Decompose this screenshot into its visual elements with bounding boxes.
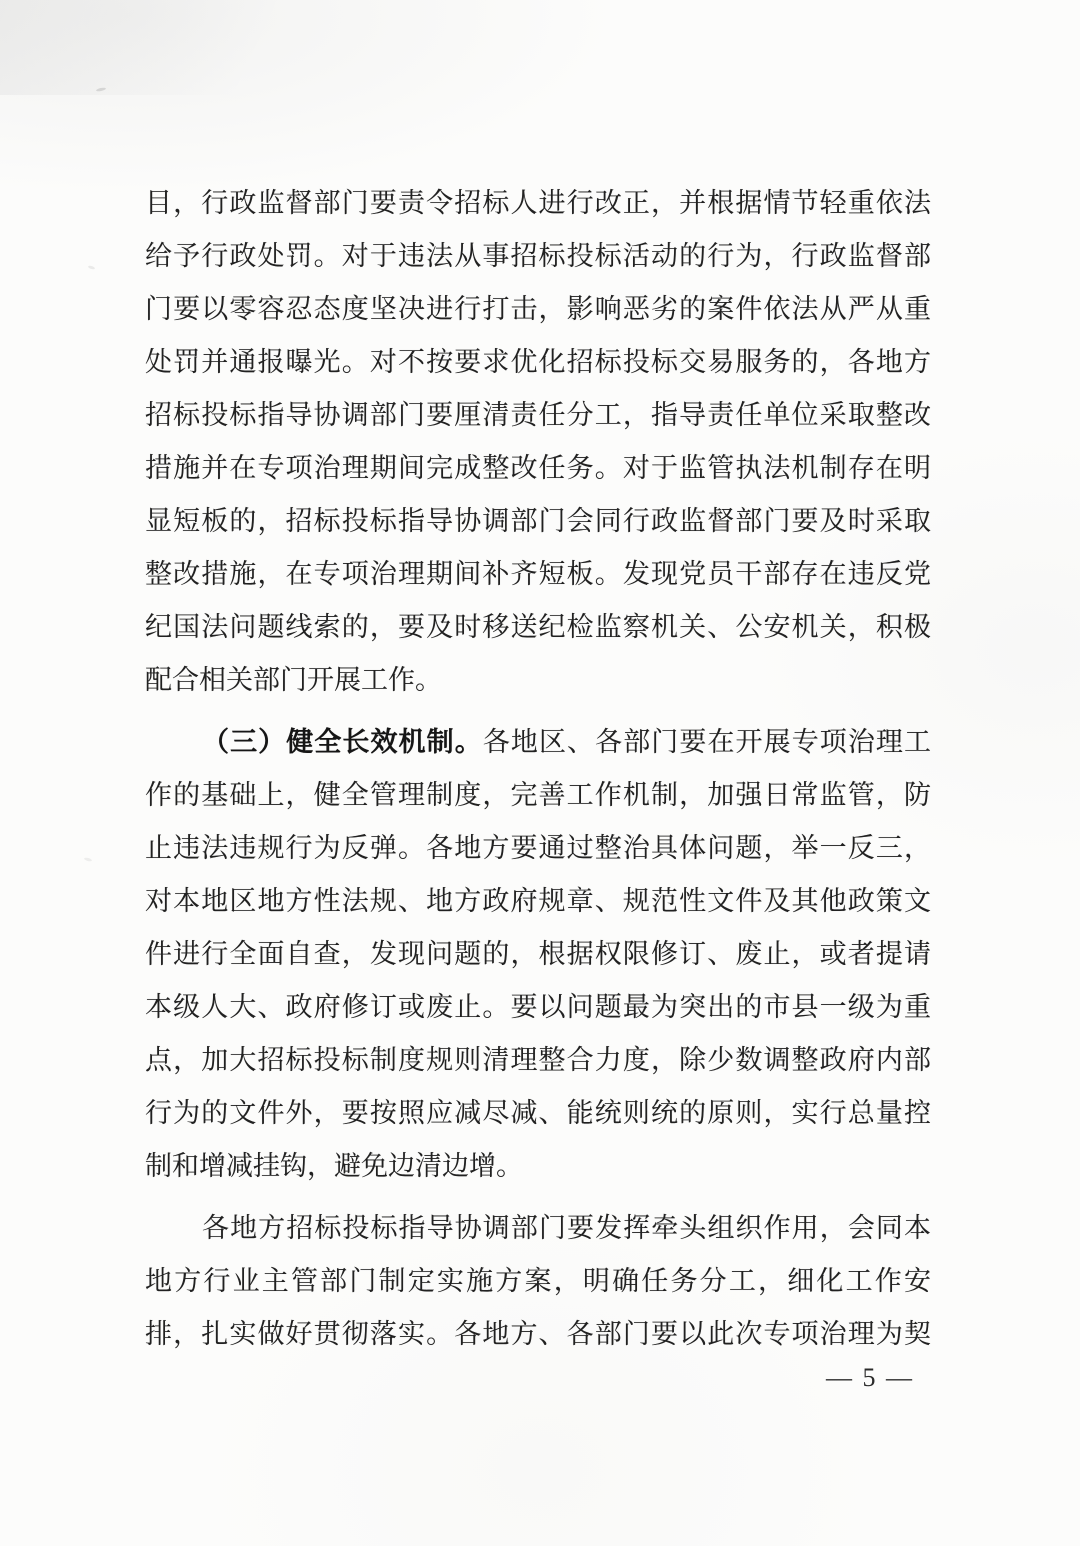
text-line: 本级人大、政府修订或废止。要以问题最为突出的市县一级为重 [145,992,931,1022]
text-line: 整改措施，在专项治理期间补齐短板。发现党员干部存在违反党 [145,559,931,589]
text-line: 地方行业主管部门制定实施方案，明确任务分工，细化工作安 [145,1266,931,1296]
text-line: 各地方招标投标指导协调部门要发挥牵头组织作用，会同本 [202,1213,931,1243]
text-line: 纪国法问题线索的，要及时移送纪检监察机关、公安机关，积极 [145,612,931,642]
text-line: 行为的文件外，要按照应减尽减、能统则统的原则，实行总量控 [145,1098,931,1128]
text-line-continuation: 各地区、各部门要在开展专项治理工 [482,727,932,757]
scan-artifact [88,265,96,270]
text-line: 对本地区地方性法规、地方政府规章、规范性文件及其他政策文 [145,886,931,916]
text-line: 招标投标指导协调部门要厘清责任分工，指导责任单位采取整改 [145,400,931,430]
text-line: 点，加大招标投标制度规则清理整合力度，除少数调整政府内部 [145,1045,931,1075]
text-line: 制和增减挂钩，避免边清边增。 [145,1151,523,1181]
section-heading: （三）健全长效机制。 [202,727,483,757]
text-line: 作的基础上，健全管理制度，完善工作机制，加强日常监管，防 [145,780,931,810]
text-line: 显短板的，招标投标指导协调部门会同行政监督部门要及时采取 [145,506,931,536]
text-line: 配合相关部门开展工作。 [145,665,442,695]
text-line: 门要以零容忍态度坚决进行打击，影响恶劣的案件依法从严从重 [145,294,931,324]
document-body [145,177,931,1361]
scan-shadow [0,0,390,95]
text-line: 给予行政处罚。对于违法从事招标投标活动的行为，行政监督部 [145,241,931,271]
text-line: 件进行全面自查，发现问题的，根据权限修订、废止，或者提请 [145,939,931,969]
page-number: — 5 — [826,1363,914,1392]
scan-artifact [96,87,106,92]
text-line: 目，行政监督部门要责令招标人进行改正，并根据情节轻重依法 [145,188,931,218]
text-line: 措施并在专项治理期间完成整改任务。对于监管执法机制存在明 [145,453,931,483]
text-line: 排，扎实做好贯彻落实。各地方、各部门要以此次专项治理为契 [145,1319,931,1349]
text-line [145,716,931,769]
text-line: 止违法违规行为反弹。各地方要通过整治具体问题，举一反三， [145,833,931,863]
text-line: 处罚并通报曝光。对不按要求优化招标投标交易服务的，各地方 [145,347,931,377]
scan-artifact [84,857,93,862]
